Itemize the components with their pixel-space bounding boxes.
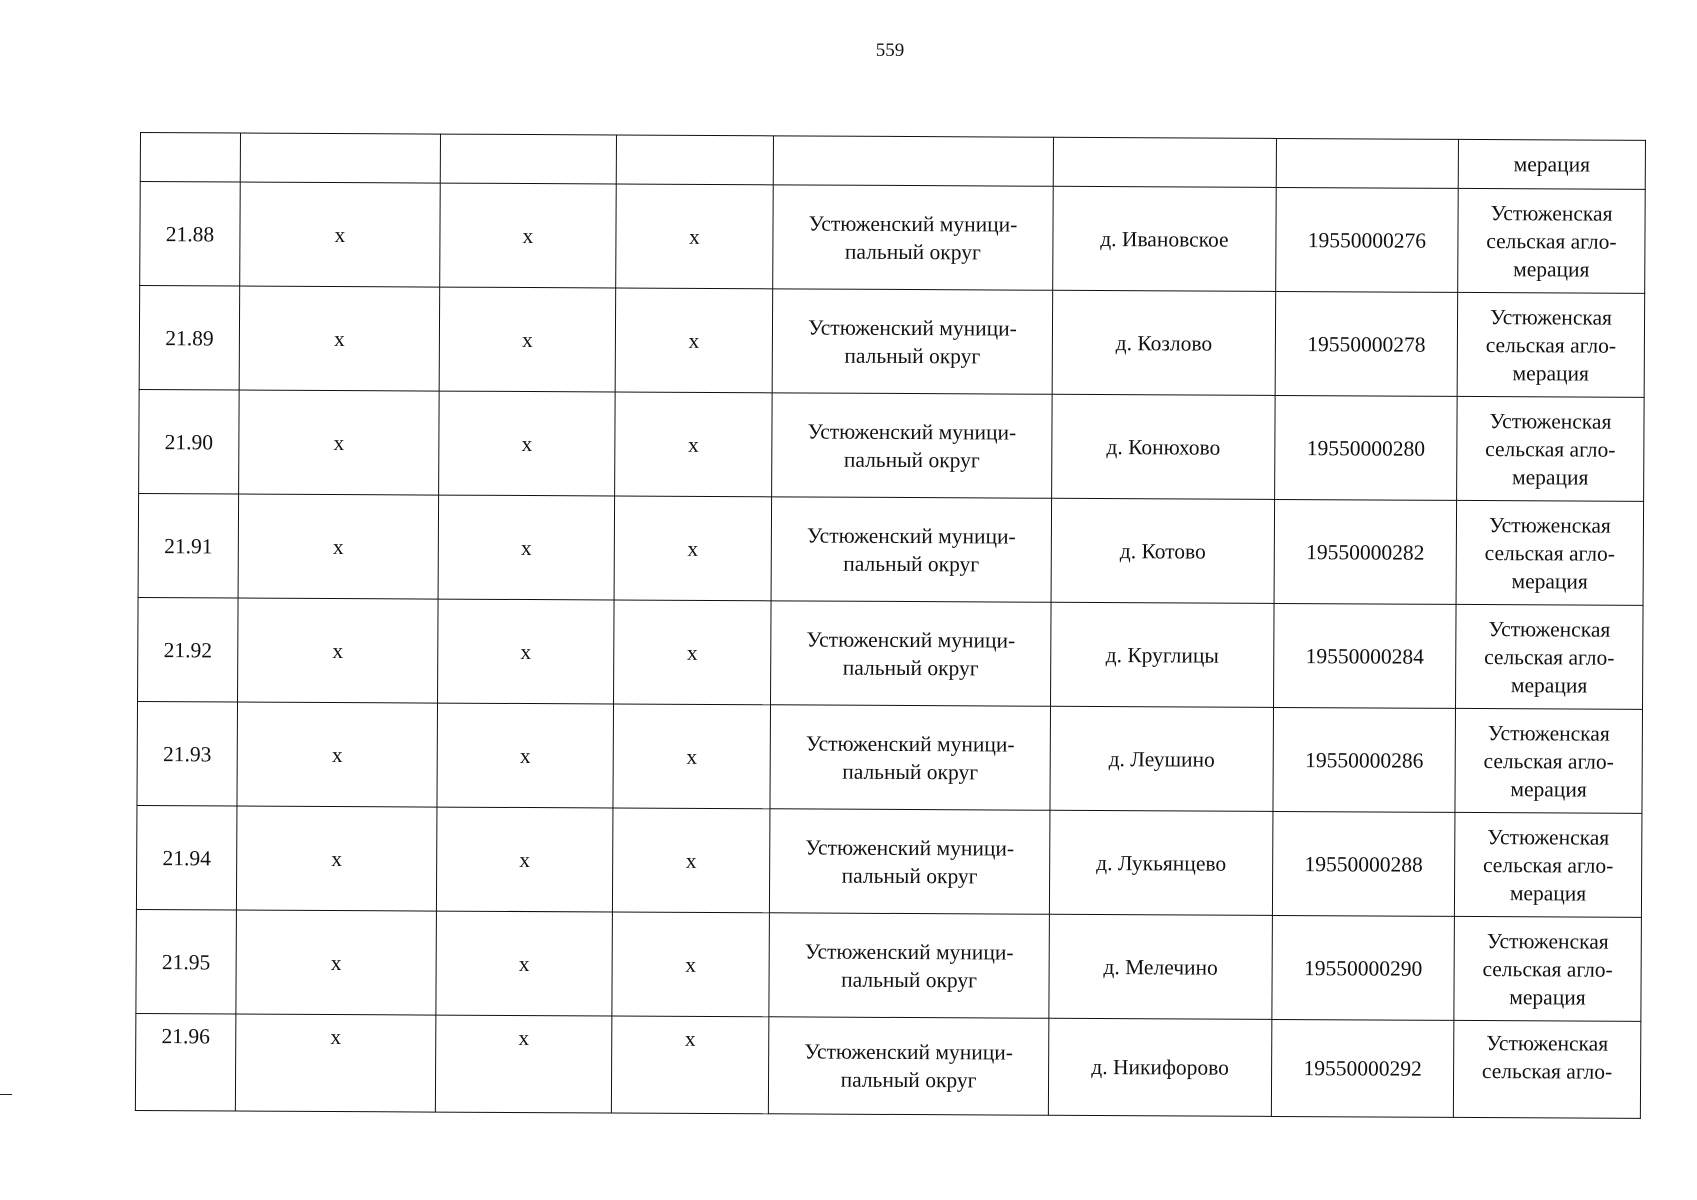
municipality-cell xyxy=(768,1017,1049,1115)
x-cell-3: х xyxy=(614,600,772,705)
x-cell-2: х xyxy=(438,495,615,600)
municipality-line-2: пальный округ xyxy=(842,655,979,680)
table-row xyxy=(136,909,1642,1021)
locality-cell: д. Леушино xyxy=(1050,706,1274,811)
oktmo-code-cell: 19550000282 xyxy=(1274,499,1457,604)
municipality-line-1: Устюженский муници- xyxy=(807,522,1016,549)
agglomeration-cell xyxy=(1455,708,1643,813)
municipality-cell xyxy=(769,809,1050,914)
agglomeration-line-1: Устюженская xyxy=(1488,512,1611,538)
locality-cell: д. Круглицы xyxy=(1051,602,1275,707)
empty-cell xyxy=(1053,137,1276,187)
municipality-line-1: Устюженский муници- xyxy=(804,938,1014,965)
x-cell-2: х xyxy=(440,183,617,288)
oktmo-code-cell: 19550000292 xyxy=(1271,1019,1454,1117)
x-cell-2: х xyxy=(439,391,616,496)
locality-cell: д. Конюхово xyxy=(1052,394,1276,499)
table-body xyxy=(135,133,1645,1119)
empty-cell xyxy=(773,136,1053,186)
table-row xyxy=(135,1013,1640,1118)
empty-cell xyxy=(616,135,773,185)
x-cell-1: х xyxy=(236,806,437,911)
x-cell-1: х xyxy=(239,390,440,495)
locality-cell: д. Козлово xyxy=(1052,290,1276,395)
page-number: 559 xyxy=(875,40,905,61)
agglomeration-line-3: мерация xyxy=(1513,256,1590,282)
locality-cell: д. Мелечино xyxy=(1049,914,1273,1019)
row-number-cell: 21.89 xyxy=(139,286,240,391)
agglomeration-cell xyxy=(1454,916,1642,1021)
agglomeration-line-1: Устюженская xyxy=(1487,824,1610,850)
agglomeration-line-2: сельская агло- xyxy=(1482,956,1613,982)
oktmo-code-cell: 19550000278 xyxy=(1275,291,1458,396)
agglomeration-line-2: сельская агло- xyxy=(1484,644,1615,670)
table-row xyxy=(137,701,1643,813)
municipality-line-2: пальный округ xyxy=(840,1067,977,1093)
x-cell-2: х xyxy=(438,599,615,704)
oktmo-code-cell: 19550000280 xyxy=(1275,395,1458,500)
agglomeration-cell xyxy=(1457,396,1645,501)
municipality-cell xyxy=(769,913,1050,1018)
municipality-line-1: Устюженский муници- xyxy=(804,1039,1014,1065)
agglomeration-line-2: сельская агло- xyxy=(1482,852,1614,878)
municipality-line-1: Устюженский муници- xyxy=(805,834,1015,861)
agglomeration-line-3: мерация xyxy=(1510,776,1587,802)
table-row xyxy=(140,182,1646,294)
row-number-cell: 21.95 xyxy=(136,909,237,1014)
x-cell-1: х xyxy=(236,910,437,1015)
municipality-line-1: Устюженский муници- xyxy=(808,315,1017,341)
x-cell-2: х xyxy=(439,287,616,392)
x-cell-1: х xyxy=(238,494,439,599)
agglomeration-line-2: сельская агло- xyxy=(1484,540,1616,566)
agglomeration-line-3: мерация xyxy=(1510,672,1588,698)
oktmo-code-cell: 19550000290 xyxy=(1272,915,1455,1020)
empty-cell xyxy=(240,133,440,183)
row-number-cell: 21.94 xyxy=(136,805,237,910)
agglomeration-line-3: мерация xyxy=(1509,880,1587,906)
agglomeration-line-1: Устюженская xyxy=(1490,304,1613,330)
agglomeration-line-2: сельская агло- xyxy=(1486,228,1617,254)
x-cell-1: х xyxy=(237,702,438,807)
oktmo-code-cell: 19550000288 xyxy=(1272,811,1455,916)
row-number-cell: 21.93 xyxy=(137,701,238,806)
x-cell-3: х xyxy=(611,1016,769,1114)
agglomeration-line-1: Устюженская xyxy=(1490,200,1613,226)
municipality-line-2: пальный округ xyxy=(844,343,981,368)
oktmo-code-cell: 19550000284 xyxy=(1274,603,1457,708)
locality-cell: д. Никифорово xyxy=(1048,1018,1272,1116)
x-cell-2: х xyxy=(437,703,614,808)
x-cell-2: х xyxy=(435,1015,612,1113)
municipality-line-2: пальный округ xyxy=(841,863,978,888)
agglomeration-line-1: Устюженская xyxy=(1489,408,1612,434)
municipality-cell xyxy=(772,289,1053,394)
agglomeration-line-2: сельская агло- xyxy=(1481,1059,1613,1084)
x-cell-2: х xyxy=(436,807,613,912)
municipality-line-2: пальный округ xyxy=(843,447,980,472)
agglomeration-line-2: сельская агло- xyxy=(1485,332,1617,358)
x-cell-2: х xyxy=(436,911,613,1016)
x-cell-1: х xyxy=(238,598,439,703)
x-cell-3: х xyxy=(616,184,774,289)
row-number-cell: 21.96 xyxy=(135,1013,236,1111)
row-number-cell: 21.90 xyxy=(139,389,240,494)
oktmo-code-cell: 19550000276 xyxy=(1276,187,1459,292)
municipality-line-2: пальный округ xyxy=(844,239,981,264)
municipality-cell xyxy=(773,185,1054,290)
agglomeration-line-3: мерация xyxy=(1511,464,1589,490)
row-number-cell: 21.92 xyxy=(138,597,239,702)
municipality-line-2: пальный округ xyxy=(841,967,978,992)
x-cell-1: х xyxy=(240,182,441,287)
x-cell-3: х xyxy=(615,392,773,497)
table-row xyxy=(139,286,1645,398)
municipality-line-1: Устюженский муници- xyxy=(805,730,1015,757)
agglomeration-line-1: Устюженская xyxy=(1486,928,1609,954)
agglomeration-line-2: сельская агло- xyxy=(1485,436,1616,462)
municipality-line-1: Устюженский муници- xyxy=(808,211,1018,237)
agglomeration-line-3: мерация xyxy=(1511,568,1588,594)
table-row xyxy=(139,389,1645,501)
x-cell-3: х xyxy=(614,496,772,601)
agglomeration-line-1: Устюженская xyxy=(1486,1031,1609,1056)
oktmo-code-cell: 19550000286 xyxy=(1273,707,1456,812)
municipality-cell xyxy=(770,705,1051,810)
agglomeration-cell xyxy=(1456,500,1644,605)
x-cell-1: х xyxy=(239,286,440,391)
municipality-cell xyxy=(772,393,1053,498)
agglomeration-cell xyxy=(1458,188,1646,293)
x-cell-3: х xyxy=(612,808,770,913)
municipality-line-1: Устюженский муници- xyxy=(807,418,1017,445)
continuation-row xyxy=(140,133,1645,190)
municipality-line-2: пальный округ xyxy=(842,759,979,784)
empty-cell xyxy=(140,133,240,183)
x-cell-3: х xyxy=(613,704,771,809)
municipality-cell xyxy=(771,601,1052,706)
municipality-cell xyxy=(771,497,1052,602)
locality-cell: д. Котово xyxy=(1051,498,1275,603)
x-cell-3: х xyxy=(615,288,773,393)
agglomeration-cell xyxy=(1454,812,1642,917)
table-row xyxy=(136,805,1642,917)
agglomeration-line-1: Устюженская xyxy=(1488,616,1611,642)
municipality-line-2: пальный округ xyxy=(843,551,980,576)
agglomeration-cell xyxy=(1453,1020,1641,1118)
empty-cell xyxy=(1276,138,1458,188)
empty-cell xyxy=(440,134,616,184)
agglomeration-line-2: сельская агло- xyxy=(1483,748,1614,774)
row-number-cell: 21.91 xyxy=(138,493,239,598)
row-number-cell: 21.88 xyxy=(140,182,241,287)
margin-mark xyxy=(0,1094,12,1095)
x-cell-1: х xyxy=(235,1014,436,1112)
agglomeration-line-1: Устюженская xyxy=(1487,720,1610,746)
agglomeration-line-3: мерация xyxy=(1512,360,1589,386)
agglomeration-cell xyxy=(1457,292,1645,397)
table-row xyxy=(138,493,1644,605)
x-cell-3: х xyxy=(612,912,770,1017)
agglomeration-line-3: мерация xyxy=(1509,984,1586,1010)
locality-cell: д. Лукьянцево xyxy=(1049,810,1273,915)
data-table xyxy=(135,132,1646,1119)
table-row xyxy=(138,597,1644,709)
agglomeration-cell xyxy=(1456,604,1644,709)
municipality-line-1: Устюженский муници- xyxy=(806,626,1016,653)
agglomeration-cell: мерация xyxy=(1458,139,1645,189)
locality-cell: д. Ивановское xyxy=(1053,186,1277,291)
